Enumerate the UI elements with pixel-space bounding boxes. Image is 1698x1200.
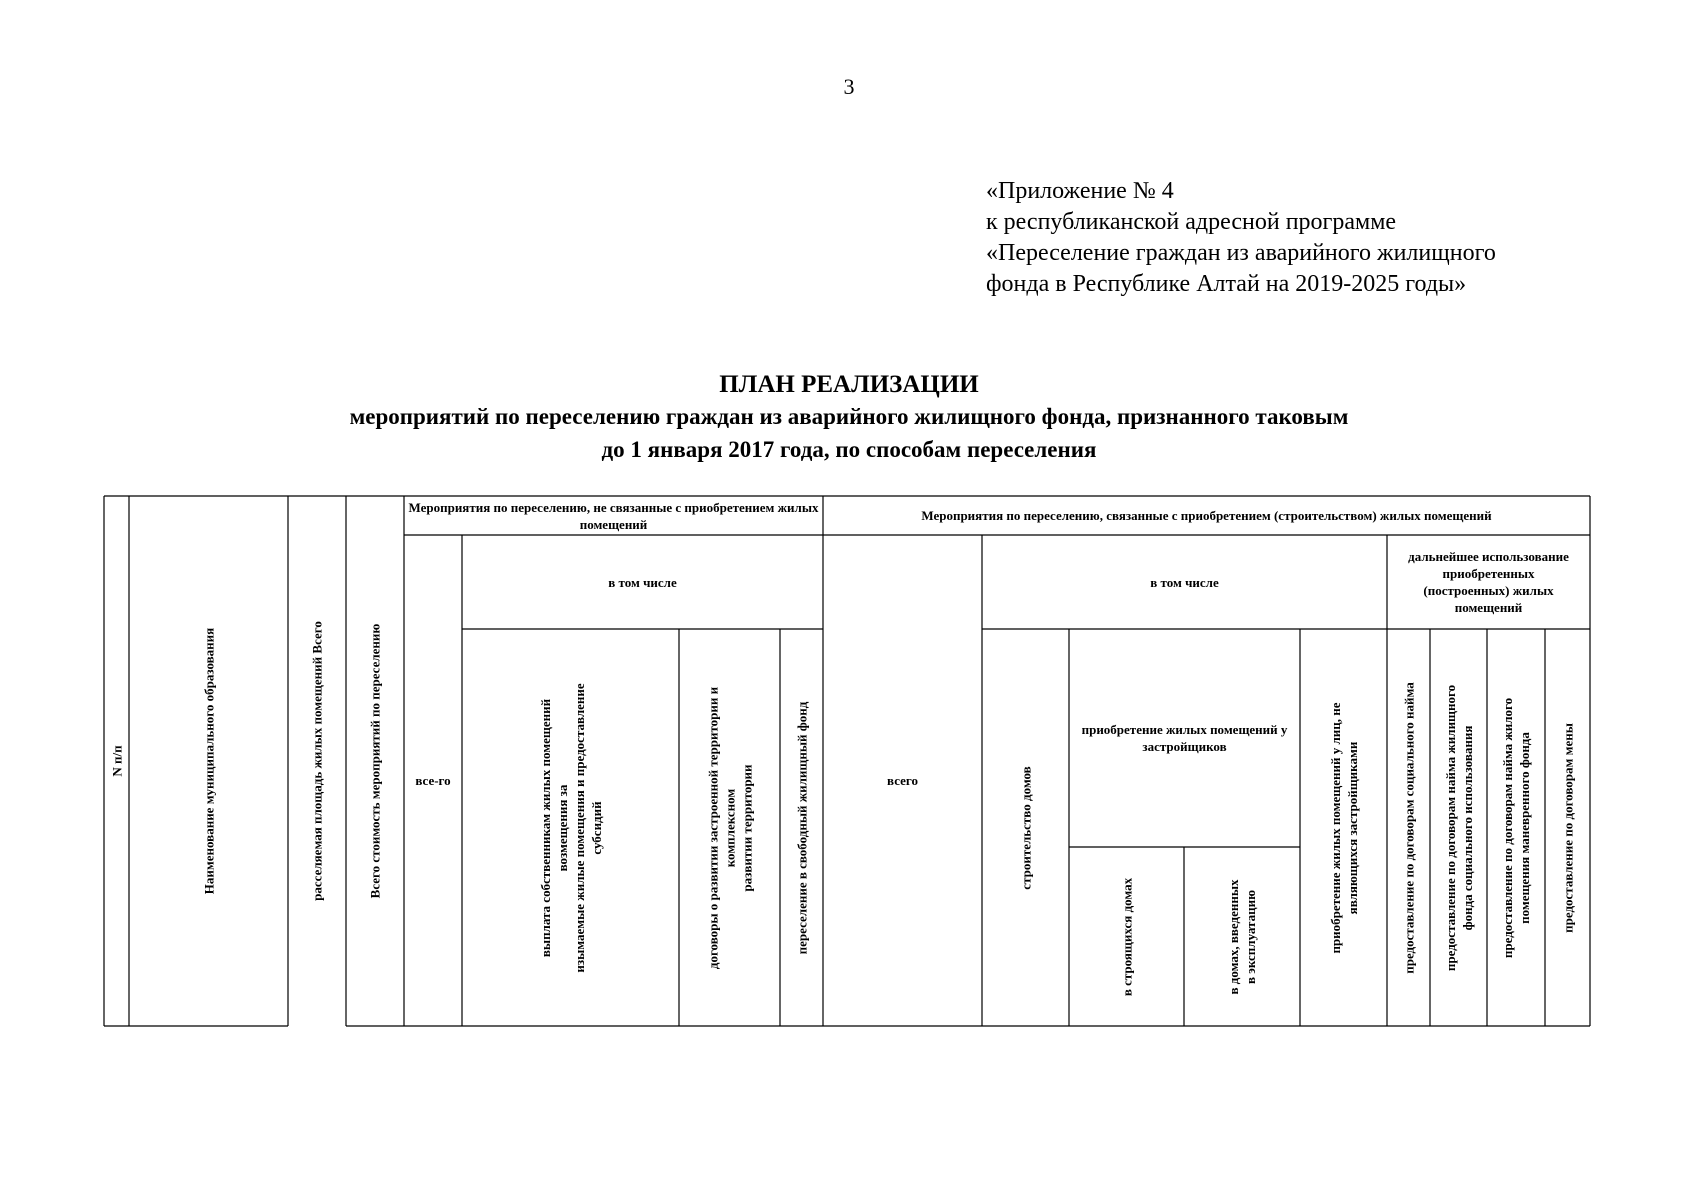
column-header-f-social: предоставление по договорам социального найма bbox=[1401, 681, 1416, 974]
column-header-a-contracts: договоры о развитии застроенной территории и комплексном развитии территории bbox=[705, 686, 754, 969]
column-header-municipality: Наименование муниципального образования bbox=[201, 627, 216, 895]
group-header-not-acquisition: Мероприятия по переселению, не связанные с приобретением жилых помещений bbox=[408, 499, 819, 532]
appendix-line: «Переселение граждан из аварийного жилищного bbox=[986, 240, 1496, 266]
plan-title: ПЛАН РЕАЛИЗАЦИИ bbox=[719, 371, 979, 398]
appendix-line: «Приложение № 4 bbox=[986, 178, 1174, 204]
column-header-f-exchange: предоставление по договорам мены bbox=[1560, 722, 1575, 933]
column-header-number: N п/п bbox=[109, 745, 124, 777]
column-header-a-total: все-го bbox=[415, 773, 451, 788]
appendix-line: фонда в Республике Алтай на 2019-2025 годы» bbox=[986, 271, 1467, 297]
subgroup-header-further-use: дальнейшее использование приобретенных (построенных) жилых помещений bbox=[1408, 549, 1569, 615]
page-number: 3 bbox=[843, 74, 855, 99]
subgroup-header-b-acquisition-developers: приобретение жилых помещений у застройщиков bbox=[1081, 722, 1288, 754]
subgroup-header-a-including: в том числе bbox=[608, 574, 677, 590]
subgroup-header-b-including: в том числе bbox=[1150, 574, 1219, 590]
column-header-b-acquisition-non-developers: приобретение жилых помещений у лиц, не являющихся застройщиками bbox=[1327, 701, 1360, 954]
column-header-cost: Всего стоимость мероприятий по переселению bbox=[367, 623, 383, 899]
column-header-f-social-use: предоставление по договорам найма жилищного фонда социального использования bbox=[1442, 684, 1475, 971]
column-header-a-payment: выплата собственникам жилых помещений возмещения за изымаемые жилые помещения и предоставление субсидий bbox=[537, 682, 604, 973]
group-header-acquisition: Мероприятия по переселению, связанные с приобретением (строительством) жилых помещений bbox=[921, 508, 1492, 523]
plan-subtitle: до 1 января 2017 года, по способам переселения bbox=[601, 437, 1097, 462]
plan-subtitle: мероприятий по переселению граждан из аварийного жилищного фонда, признанного таковым bbox=[349, 404, 1349, 429]
column-header-b-commissioned: в домах, введенных в эксплуатацию bbox=[1226, 879, 1258, 994]
column-header-a-free-fund: переселение в свободный жилищный фонд bbox=[794, 701, 809, 954]
column-header-area: расселяемая площадь жилых помещений Всего bbox=[309, 621, 325, 901]
column-header-f-maneuver: предоставление по договорам найма жилого помещения маневренного фонда bbox=[1500, 697, 1532, 958]
appendix-line: к республиканской адресной программе bbox=[986, 209, 1397, 235]
column-header-b-total: всего bbox=[887, 773, 918, 788]
column-header-b-under-construction: в строящихся домах bbox=[1119, 877, 1134, 996]
column-header-b-build: строительство домов bbox=[1018, 765, 1033, 890]
